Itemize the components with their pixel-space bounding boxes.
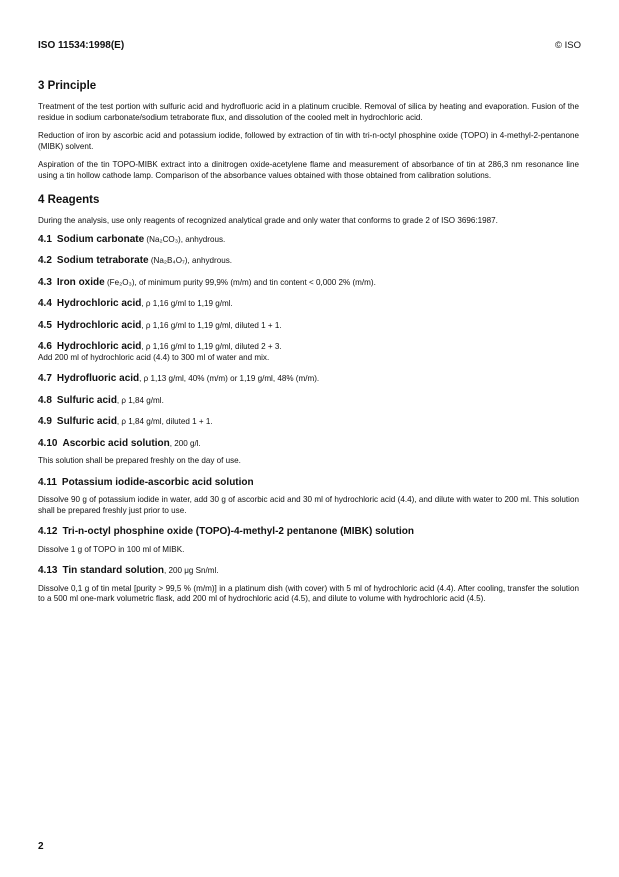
paragraph: Dissolve 1 g of TOPO in 100 ml of MIBK. xyxy=(38,544,185,554)
section-principle xyxy=(38,78,579,181)
reagent-name: Sodium carbonate xyxy=(56,233,145,245)
clause-number: 4.2 xyxy=(38,255,52,266)
clause-number: 4.9 xyxy=(38,416,52,427)
reagent-detail: , ρ 1,84 g/ml. xyxy=(116,395,164,405)
reagent-name: Tri-n-octyl phosphine oxide (TOPO)-4-methyl-2 pentanone (MIBK) solution xyxy=(62,526,414,537)
reagent-detail: (Fe₂O₃), of minimum purity 99,9% (m/m) and tin content < 0,000 2% (m/m). xyxy=(104,277,376,287)
clause-number: 4.7 xyxy=(38,373,52,384)
reagent-item xyxy=(38,527,579,538)
standard-number: ISO 11534:1998(E) xyxy=(38,40,125,51)
reagent-item xyxy=(38,396,579,407)
section-reagents xyxy=(38,192,579,605)
clause-number: 4.11 xyxy=(38,476,57,488)
reagent-item xyxy=(38,417,579,428)
reagent-item xyxy=(38,439,579,450)
reagent-name: Hydrochloric acid xyxy=(56,341,142,352)
reagent-name: Iron oxide xyxy=(56,276,105,288)
section-title: 4 Reagents xyxy=(38,194,100,206)
reagent-detail: (Na₂B₄O₇), anhydrous. xyxy=(148,256,233,265)
reagent-name: Hydrochloric acid xyxy=(56,319,142,331)
reagent-instruction: Add 200 ml of hydrochloric acid (4.4) to 300 ml of water and mix. xyxy=(38,352,270,362)
clause-number: 4.8 xyxy=(38,394,52,406)
paragraph: This solution shall be prepared freshly on the day of use. xyxy=(38,456,241,465)
reagent-item xyxy=(38,342,579,363)
paragraph: Aspiration of the tin TOPO-MIBK extract into a dinitrogen oxide-acetylene flame and measurement of absorbance of tin at 286,3 nm resonance line using a tin hollow cathode lamp. Comparison of the absorbance values obtained with those obtained from calibration solutions. xyxy=(38,160,579,180)
clause-number: 4.4 xyxy=(38,298,52,309)
reagent-name: Tin standard solution xyxy=(62,565,164,576)
reagent-detail: , ρ 1,13 g/ml, 40% (m/m) or 1,19 g/ml, 48% (m/m). xyxy=(139,374,320,383)
reagent-item xyxy=(38,478,579,489)
reagent-name: Potassium iodide-ascorbic acid solution xyxy=(61,476,254,488)
reagent-item xyxy=(38,235,579,246)
reagent-item xyxy=(38,566,579,577)
reagent-name: Hydrofluoric acid xyxy=(56,373,140,384)
clause-number: 4.5 xyxy=(38,319,52,331)
reagent-detail: , ρ 1,16 g/ml to 1,19 g/ml, diluted 2 + 3. xyxy=(141,342,282,351)
clause-number: 4.1 xyxy=(38,233,52,245)
clause-number: 4.12 xyxy=(38,526,58,537)
section-title: 3 Principle xyxy=(38,80,97,92)
clause-number: 4.3 xyxy=(38,276,52,288)
paragraph: Reduction of iron by ascorbic acid and potassium iodide, followed by extraction of tin with tri-n-octyl phosphine oxide (TOPO) in 4-methyl-2-pentanone (MIBK) solvent. xyxy=(38,131,579,151)
reagent-detail: , 200 g/l. xyxy=(169,438,201,448)
reagent-name: Sulfuric acid xyxy=(56,394,117,406)
reagent-item xyxy=(38,321,579,332)
reagent-item xyxy=(38,374,579,385)
reagent-detail: , 200 μg Sn/ml. xyxy=(163,566,219,575)
clause-number: 4.6 xyxy=(38,341,52,352)
page-content xyxy=(38,78,579,613)
paragraph: Dissolve 90 g of potassium iodide in water, add 30 g of ascorbic acid and 30 ml of hydrochloric acid (4.4), and dilute with water to 200 ml. This solution shall be prepared freshly just prior to use. xyxy=(38,495,579,515)
clause-number: 4.10 xyxy=(38,437,58,449)
page-number: 2 xyxy=(38,841,44,852)
reagent-item xyxy=(38,256,579,267)
clause-number: 4.13 xyxy=(38,565,58,576)
reagent-detail: , ρ 1,16 g/ml to 1,19 g/ml. xyxy=(141,299,233,308)
copyright-mark: © ISO xyxy=(554,40,581,51)
reagent-detail: , ρ 1,16 g/ml to 1,19 g/ml, diluted 1 + 1. xyxy=(141,320,282,330)
reagent-item xyxy=(38,299,579,310)
reagent-detail: , ρ 1,84 g/ml, diluted 1 + 1. xyxy=(116,417,213,426)
reagent-name: Ascorbic acid solution xyxy=(62,437,170,449)
paragraph: Treatment of the test portion with sulfuric acid and hydrofluoric acid in a platinum crucible. Removal of silica by heating and evaporation. Fusion of the residue in sodium carbonate/sodium tetraborate flux, and dissolution of the cooled melt in hydrochloric acid. xyxy=(38,102,579,122)
reagent-detail: (Na₂CO₃), anhydrous. xyxy=(144,234,226,244)
reagent-name: Sodium tetraborate xyxy=(56,255,149,266)
paragraph: Dissolve 0,1 g of tin metal [purity > 99,5 % (m/m)] in a platinum dish (with cover) with 5 ml of hydrochloric acid (4.4). After cooling, transfer the solution to a 500 ml one-mark volumetric flask, add 200 ml of hydrochloric acid (4.5), and dilute to volume with hydrochloric acid (4.5). xyxy=(38,583,579,603)
reagent-name: Hydrochloric acid xyxy=(56,298,142,309)
reagent-name: Sulfuric acid xyxy=(56,416,117,427)
paragraph: During the analysis, use only reagents of recognized analytical grade and only water that conforms to grade 2 of ISO 3696:1987. xyxy=(38,216,498,225)
reagent-item xyxy=(38,278,579,289)
